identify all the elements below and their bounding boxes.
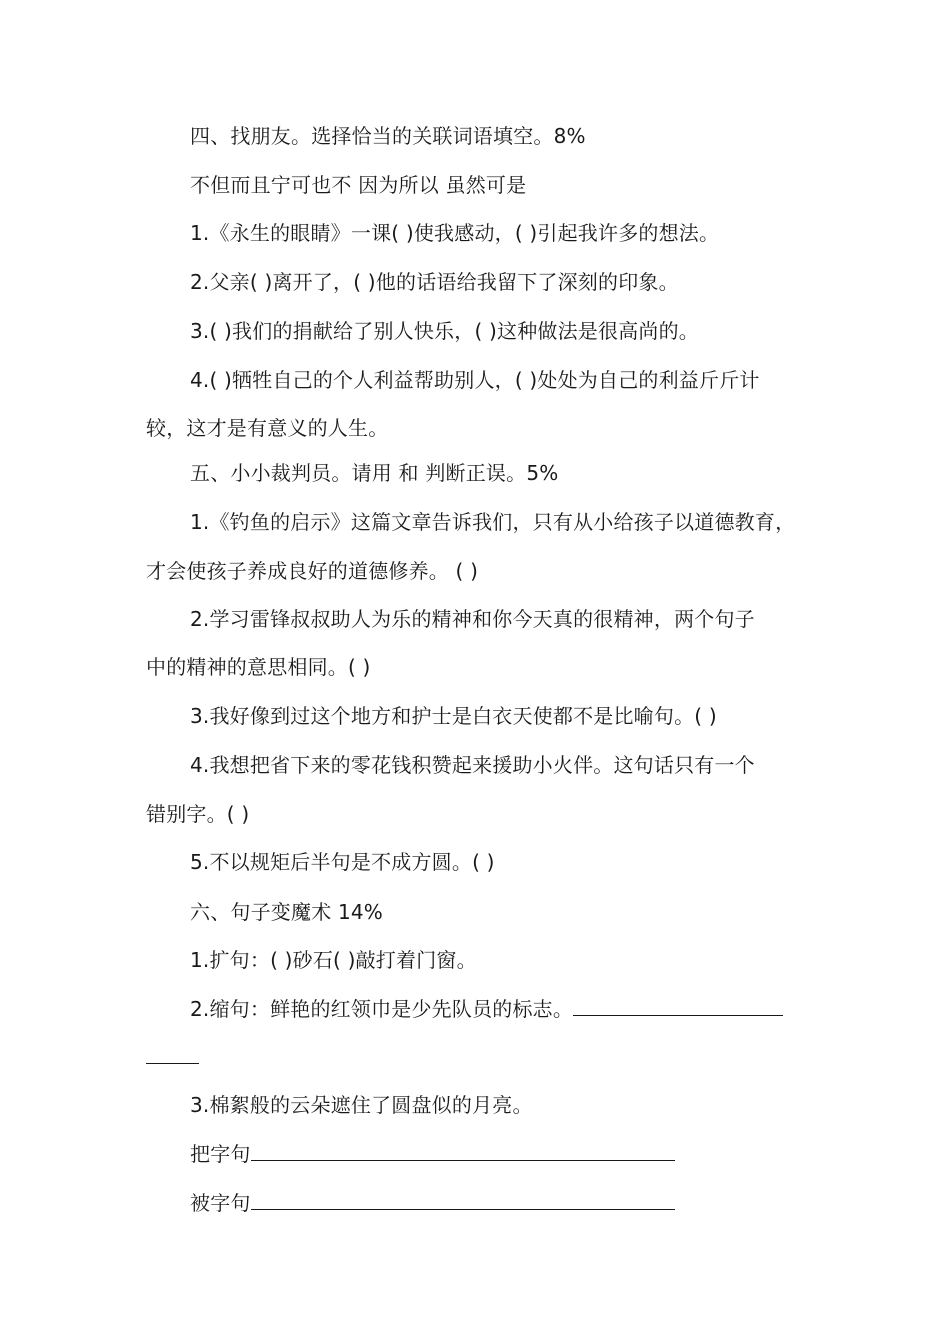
section5-question-2-line1: 2.学习雷锋叔叔助人为乐的精神和你今天真的很精神，两个句子 bbox=[190, 607, 755, 631]
section5-question-3: 3.我好像到过这个地方和护士是白衣天使都不是比喻句。( ) bbox=[190, 704, 717, 728]
section6-question-1: 1.扩句：( )砂石( )敲打着门窗。 bbox=[190, 948, 477, 972]
answer-blank-shrink-continuation[interactable] bbox=[146, 1043, 199, 1064]
section5-question-2-line2: 中的精神的意思相同。( ) bbox=[146, 655, 371, 679]
section5-question-1-line1: 1.《钓鱼的启示》这篇文章告诉我们，只有从小给孩子以道德教育， bbox=[190, 510, 796, 534]
section5-question-4-line1: 4.我想把省下来的零花钱积赞起来援助小火伴。这句话只有一个 bbox=[190, 753, 755, 777]
ba-sentence-label: 把字句 bbox=[190, 1142, 251, 1166]
section4-question-2: 2.父亲( )离开了，( )他的话语给我留下了深刻的印象。 bbox=[190, 270, 679, 294]
section6-question-3: 3.棉絮般的云朵遮住了圆盘似的月亮。 bbox=[190, 1093, 533, 1117]
section6-ba-sentence bbox=[190, 1140, 870, 1168]
section6-question-2-continuation bbox=[146, 1043, 826, 1071]
section6-question-2 bbox=[190, 995, 870, 1023]
section4-question-4-line2: 较，这才是有意义的人生。 bbox=[146, 416, 389, 440]
answer-blank-bei-sentence[interactable] bbox=[251, 1189, 675, 1210]
section6-title: 六、句子变魔术 14% bbox=[190, 900, 384, 924]
bei-sentence-label: 被字句 bbox=[190, 1191, 251, 1215]
section4-question-4-line1: 4.( )牺牲自己的个人利益帮助别人，( )处处为自己的利益斤斤计 bbox=[190, 368, 760, 392]
answer-blank-ba-sentence[interactable] bbox=[251, 1140, 675, 1161]
section5-question-4-line2: 错别字。( ) bbox=[146, 802, 250, 826]
section4-question-3: 3.( )我们的捐献给了别人快乐，( )这种做法是很高尚的。 bbox=[190, 319, 700, 343]
section5-title: 五、小小裁判员。请用 和 判断正误。5% bbox=[190, 461, 559, 485]
section5-question-5: 5.不以规矩后半句是不成方圆。( ) bbox=[190, 850, 495, 874]
answer-blank-shrink[interactable] bbox=[573, 995, 783, 1016]
section6-bei-sentence bbox=[190, 1189, 870, 1217]
section5-question-1-line2: 才会使孩子养成良好的道德修养。 ( ) bbox=[146, 559, 479, 583]
section4-options: 不但而且宁可也不 因为所以 虽然可是 bbox=[190, 173, 527, 197]
section6-question-2-text: 2.缩句：鲜艳的红领巾是少先队员的标志。 bbox=[190, 997, 574, 1021]
section4-question-1: 1.《永生的眼睛》一课( )使我感动，( )引起我许多的想法。 bbox=[190, 221, 720, 245]
section4-title: 四、找朋友。选择恰当的关联词语填空。8% bbox=[190, 124, 586, 148]
